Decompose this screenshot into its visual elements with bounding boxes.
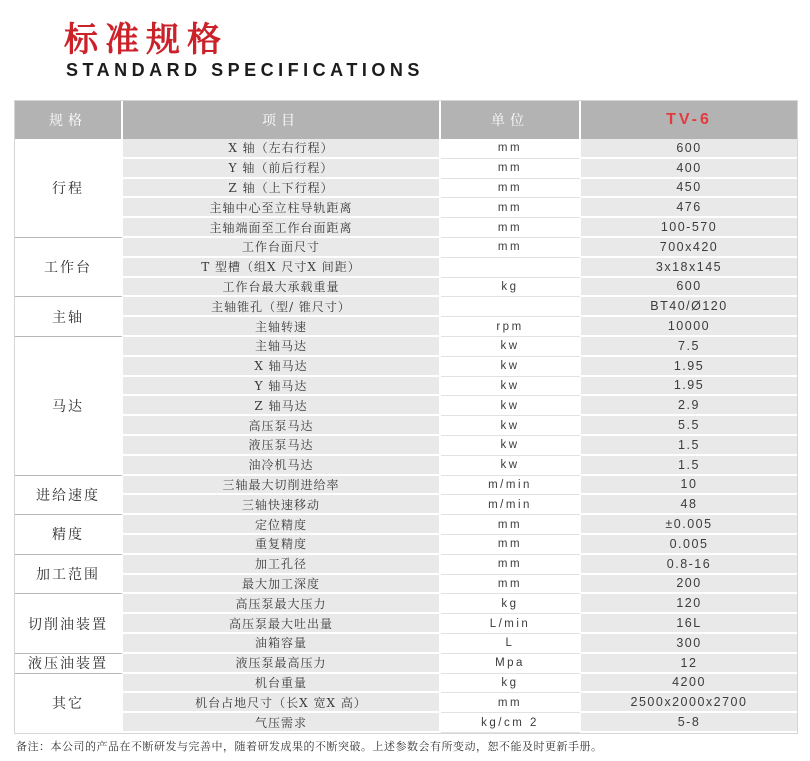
unit-cell: kw bbox=[441, 456, 581, 476]
spec-group-label: 加工范围 bbox=[15, 555, 123, 595]
value-cell: 2500x2000x2700 bbox=[581, 693, 797, 713]
value-cell: 100-570 bbox=[581, 218, 797, 238]
unit-cell: mm bbox=[441, 218, 581, 238]
value-cell: 3x18x145 bbox=[581, 258, 797, 278]
spec-group-label: 主轴 bbox=[15, 297, 123, 337]
item-cell: 机台占地尺寸（长X 宽X 高） bbox=[123, 693, 441, 713]
unit-cell: Mpa bbox=[441, 654, 581, 674]
item-cell: Z 轴马达 bbox=[123, 396, 441, 416]
item-cell: 液压泵马达 bbox=[123, 436, 441, 456]
item-cell: 主轴马达 bbox=[123, 337, 441, 357]
value-cell: 120 bbox=[581, 594, 797, 614]
value-cell: 5-8 bbox=[581, 713, 797, 733]
unit-cell bbox=[441, 297, 581, 317]
unit-cell: kg/cm 2 bbox=[441, 713, 581, 733]
value-cell: ±0.005 bbox=[581, 515, 797, 535]
header-unit: 单位 bbox=[441, 101, 581, 139]
table-header-row bbox=[15, 101, 797, 139]
item-cell: 高压泵最大吐出量 bbox=[123, 614, 441, 634]
item-cell: 主轴转速 bbox=[123, 317, 441, 337]
value-cell: 2.9 bbox=[581, 396, 797, 416]
table-body bbox=[15, 139, 797, 733]
unit-cell: kw bbox=[441, 377, 581, 397]
unit-cell: mm bbox=[441, 575, 581, 595]
item-cell: 定位精度 bbox=[123, 515, 441, 535]
value-cell: BT40/Ø120 bbox=[581, 297, 797, 317]
item-cell: 三轴最大切削进给率 bbox=[123, 476, 441, 496]
value-cell: 4200 bbox=[581, 674, 797, 694]
unit-cell: mm bbox=[441, 179, 581, 199]
value-cell: 200 bbox=[581, 575, 797, 595]
value-cell: 1.95 bbox=[581, 357, 797, 377]
item-cell: 气压需求 bbox=[123, 713, 441, 733]
unit-cell: mm bbox=[441, 198, 581, 218]
unit-cell bbox=[441, 258, 581, 278]
item-cell: T 型槽（组X 尺寸X 间距） bbox=[123, 258, 441, 278]
unit-cell: kg bbox=[441, 674, 581, 694]
value-cell: 0.8-16 bbox=[581, 555, 797, 575]
unit-cell: mm bbox=[441, 535, 581, 555]
item-cell: 加工孔径 bbox=[123, 555, 441, 575]
page-title-english: STANDARD SPECIFICATIONS bbox=[66, 60, 424, 80]
item-cell: Y 轴马达 bbox=[123, 377, 441, 397]
item-cell: 重复精度 bbox=[123, 535, 441, 555]
spec-group-label: 马达 bbox=[15, 337, 123, 476]
item-cell: 工作台面尺寸 bbox=[123, 238, 441, 258]
value-cell: 12 bbox=[581, 654, 797, 674]
value-cell: 1.95 bbox=[581, 377, 797, 397]
unit-cell: L bbox=[441, 634, 581, 654]
spec-group-label: 液压油装置 bbox=[15, 654, 123, 674]
item-cell: 机台重量 bbox=[123, 674, 441, 694]
unit-cell: mm bbox=[441, 693, 581, 713]
footnote: 备注：本公司的产品在不断研发与完善中，随着研发成果的不断突破。上述参数会有所变动，恕不能及时更新手册。 bbox=[16, 740, 603, 753]
value-cell: 300 bbox=[581, 634, 797, 654]
item-cell: 三轴快速移动 bbox=[123, 495, 441, 515]
item-cell: 油箱容量 bbox=[123, 634, 441, 654]
unit-cell: mm bbox=[441, 555, 581, 575]
value-cell: 0.005 bbox=[581, 535, 797, 555]
value-cell: 400 bbox=[581, 159, 797, 179]
item-cell: 最大加工深度 bbox=[123, 575, 441, 595]
spec-group-label: 行程 bbox=[15, 139, 123, 238]
unit-cell: kw bbox=[441, 337, 581, 357]
unit-cell: mm bbox=[441, 139, 581, 159]
header-item: 项目 bbox=[123, 101, 441, 139]
item-cell: Z 轴（上下行程） bbox=[123, 179, 441, 199]
unit-cell: mm bbox=[441, 159, 581, 179]
value-cell: 16L bbox=[581, 614, 797, 634]
unit-cell: m/min bbox=[441, 495, 581, 515]
value-cell: 700x420 bbox=[581, 238, 797, 258]
unit-cell: kg bbox=[441, 594, 581, 614]
spec-group-label: 精度 bbox=[15, 515, 123, 555]
item-cell: 主轴端面至工作台面距离 bbox=[123, 218, 441, 238]
unit-cell: mm bbox=[441, 238, 581, 258]
specifications-table bbox=[14, 100, 798, 734]
value-cell: 1.5 bbox=[581, 436, 797, 456]
value-cell: 48 bbox=[581, 495, 797, 515]
item-cell: X 轴马达 bbox=[123, 357, 441, 377]
header-spec: 规格 bbox=[15, 101, 123, 139]
unit-cell: mm bbox=[441, 515, 581, 535]
value-cell: 476 bbox=[581, 198, 797, 218]
item-cell: 液压泵最高压力 bbox=[123, 654, 441, 674]
value-cell: 1.5 bbox=[581, 456, 797, 476]
item-cell: 主轴锥孔（型/ 锥尺寸） bbox=[123, 297, 441, 317]
value-cell: 600 bbox=[581, 278, 797, 298]
unit-cell: kw bbox=[441, 436, 581, 456]
item-cell: Y 轴（前后行程） bbox=[123, 159, 441, 179]
item-cell: 工作台最大承载重量 bbox=[123, 278, 441, 298]
value-cell: 5.5 bbox=[581, 416, 797, 436]
item-cell: 高压泵马达 bbox=[123, 416, 441, 436]
unit-cell: kw bbox=[441, 416, 581, 436]
unit-cell: L/min bbox=[441, 614, 581, 634]
item-cell: 主轴中心至立柱导轨距离 bbox=[123, 198, 441, 218]
value-cell: 10000 bbox=[581, 317, 797, 337]
unit-cell: m/min bbox=[441, 476, 581, 496]
spec-group-label: 其它 bbox=[15, 674, 123, 733]
value-cell: 600 bbox=[581, 139, 797, 159]
unit-cell: kw bbox=[441, 396, 581, 416]
item-cell: 油冷机马达 bbox=[123, 456, 441, 476]
spec-group-label: 工作台 bbox=[15, 238, 123, 297]
unit-cell: kw bbox=[441, 357, 581, 377]
page-title-chinese: 标准规格 bbox=[64, 20, 228, 60]
value-cell: 450 bbox=[581, 179, 797, 199]
item-cell: 高压泵最大压力 bbox=[123, 594, 441, 614]
value-cell: 7.5 bbox=[581, 337, 797, 357]
header-model-tv6: TV-6 bbox=[581, 101, 797, 139]
item-cell: X 轴（左右行程） bbox=[123, 139, 441, 159]
unit-cell: rpm bbox=[441, 317, 581, 337]
spec-group-label: 切削油装置 bbox=[15, 594, 123, 653]
spec-group-label: 进给速度 bbox=[15, 476, 123, 516]
value-cell: 10 bbox=[581, 476, 797, 496]
unit-cell: kg bbox=[441, 278, 581, 298]
